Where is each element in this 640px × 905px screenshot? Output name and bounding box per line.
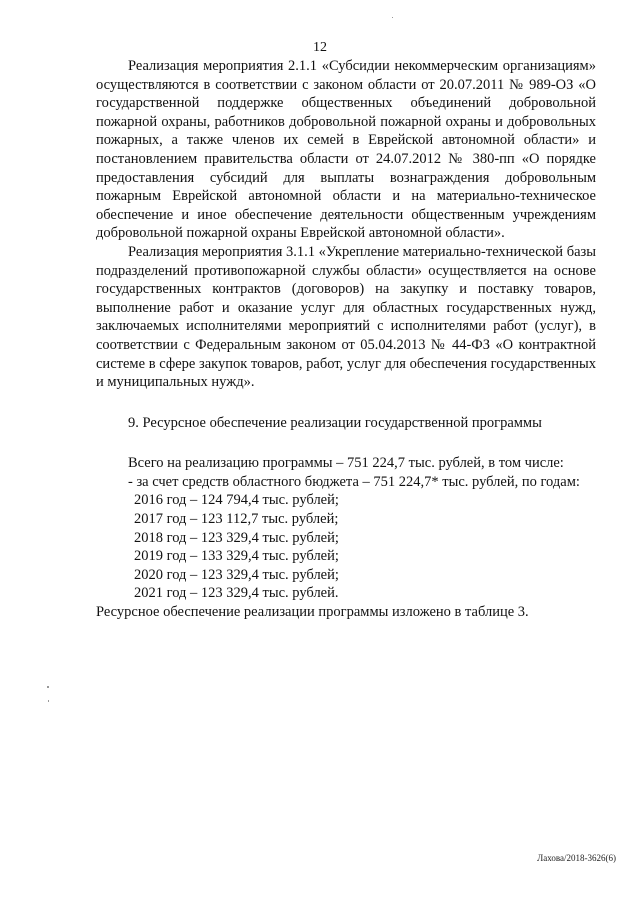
page-number: 12 [313,40,327,55]
footer-document-code: Лахова/2018-3626(6) [537,853,616,863]
regional-budget-line: - за счет средств областного бюджета – 751 224,7* тыс. рублей, по годам: [128,473,580,490]
list-item: 2019 год – 133 329,4 тыс. рублей; [134,548,339,565]
paragraph-measure-2-1-1: Реализация мероприятия 2.1.1 «Субсидии некоммерческим организациям» осуществляются в соответствии с законом области от 20.07.2011 № 989-ОЗ «О государственной поддержке общественных объединений добровольной пожарной охраны, работников добровольной пожарной охраны и добровольных пожарных, а также членов их семей в Еврейской автономной области» и постановлением правительства области от 24.07.2012 № 380-пп «О порядке предоставления субсидий для выплаты вознаграждения добровольным пожарным Еврейской автономной области и на материально-техническое обеспечение и иное обеспечение деятельности общественным учреждениям добровольной пожарной охраны Еврейской автономной области». [96,58,596,242]
list-item: 2018 год – 123 329,4 тыс. рублей; [134,529,339,546]
scan-speck [48,700,49,702]
scan-speck [392,17,393,18]
section-heading: 9. Ресурсное обеспечение реализации государственной программы [128,414,542,431]
total-funding-line: Всего на реализацию программы – 751 224,7 тыс. рублей, в том числе: [128,455,564,472]
table-reference-note: Ресурсное обеспечение реализации программы изложено в таблице 3. [96,604,529,621]
list-item: 2016 год – 124 794,4 тыс. рублей; [134,492,339,509]
list-item: 2021 год – 123 329,4 тыс. рублей. [134,585,339,602]
list-item: 2020 год – 123 329,4 тыс. рублей; [134,566,339,583]
list-item: 2017 год – 123 112,7 тыс. рублей; [134,511,339,528]
scan-speck [47,686,49,688]
document-body [96,57,596,622]
paragraph-measure-3-1-1: Реализация мероприятия 3.1.1 «Укрепление материально-технической базы подразделений противопожарной службы области» осуществляется на основе государственных контрактов (договоров) на закупку и поставку товаров, выполнение работ и оказание услуг для областных государственных нужд, заключаемых исполнителями мероприятий с исполнителями работ (услуг), в соответствии с Федеральным законом от 05.04.2013 № 44-ФЗ «О контрактной системе в сфере закупок товаров, работ, услуг для обеспечения государственных и муниципальных нужд». [96,243,596,391]
yearly-funding-list [96,491,596,603]
